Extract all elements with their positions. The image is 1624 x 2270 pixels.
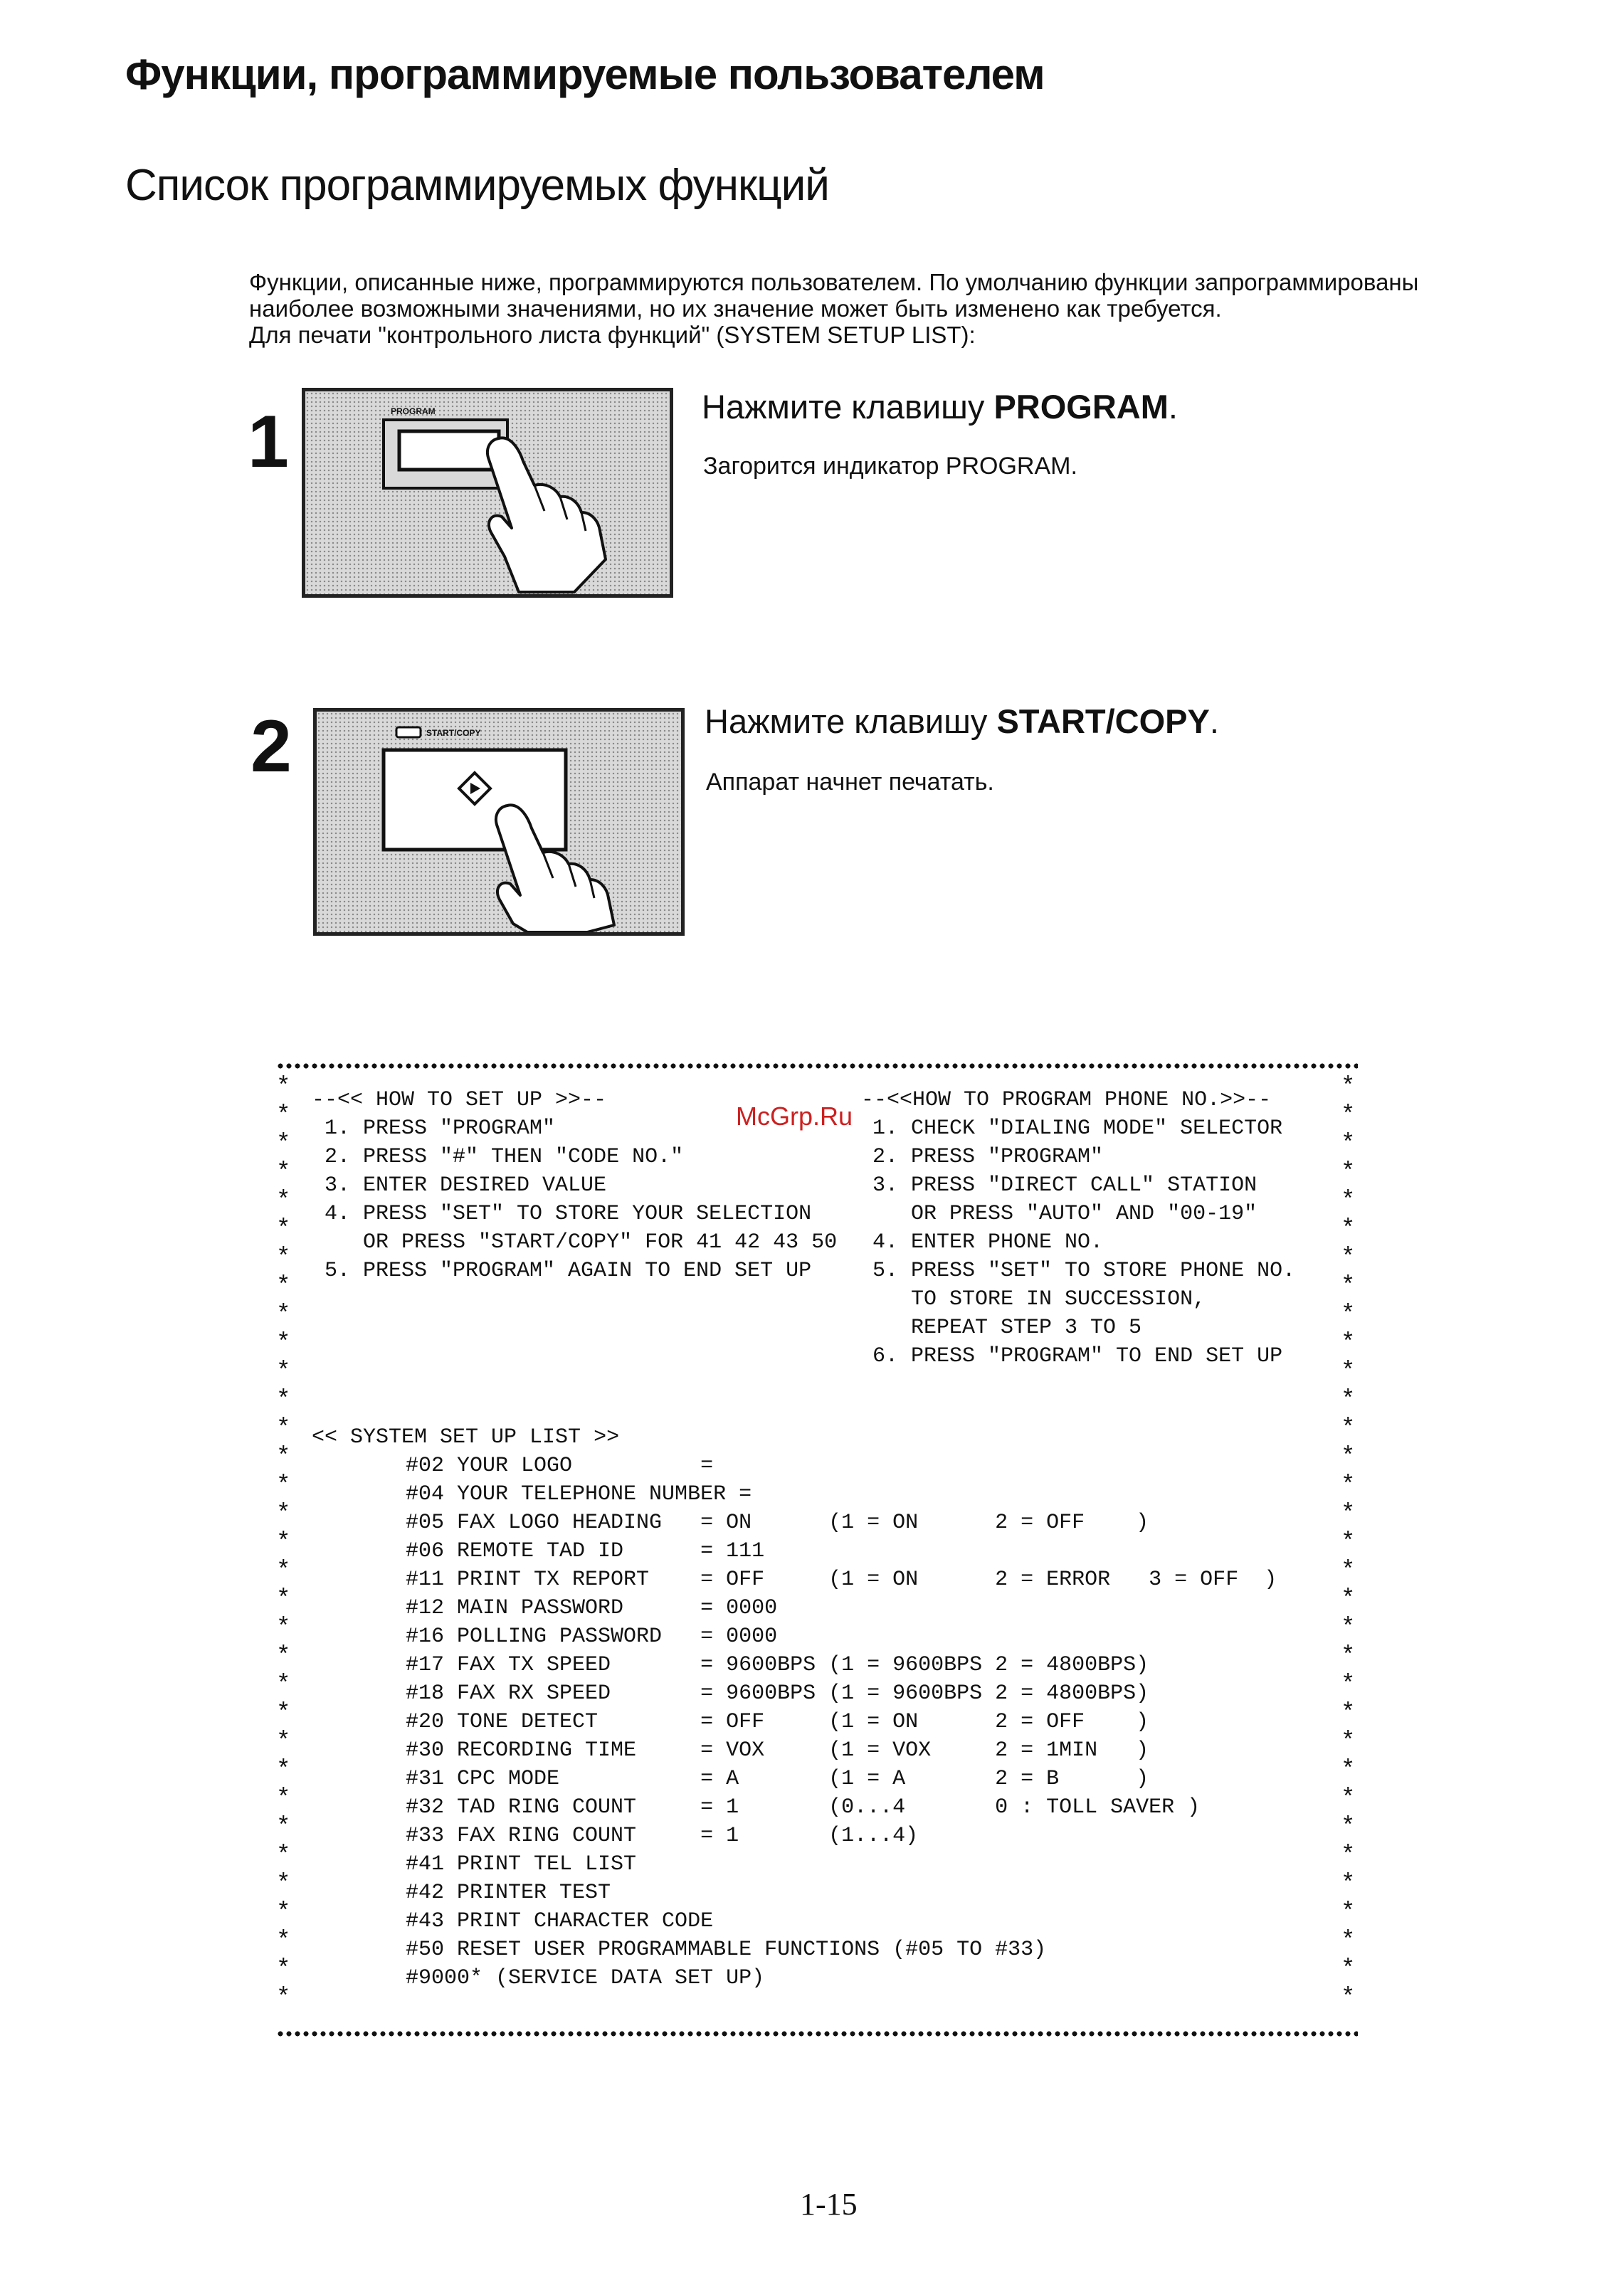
asterisk-border-mark: * xyxy=(1341,1102,1356,1129)
indicator-lamp-icon xyxy=(396,727,421,737)
asterisk-border-mark: * xyxy=(276,1757,291,1784)
asterisk-border-mark: * xyxy=(1341,1358,1356,1385)
setup-list-line: #17 FAX TX SPEED = 9600BPS (1 = 9600BPS 2 = 4800BPS) xyxy=(406,1653,1149,1677)
program-step-line: 5. PRESS "SET" TO STORE PHONE NO. xyxy=(872,1259,1296,1283)
step-1-instruction: Нажмите клавишу PROGRAM. xyxy=(702,388,1178,426)
asterisk-border-mark: * xyxy=(1341,1216,1356,1243)
asterisk-border-mark: * xyxy=(1341,1586,1356,1613)
asterisk-border-mark: * xyxy=(1341,1672,1356,1699)
asterisk-border-mark: * xyxy=(276,1586,291,1613)
step-1-illustration xyxy=(302,388,673,598)
asterisk-border-mark: * xyxy=(1341,1472,1356,1499)
asterisk-border-mark: * xyxy=(276,1302,291,1329)
asterisk-border-mark: * xyxy=(1341,1757,1356,1784)
setup-list-line: #04 YOUR TELEPHONE NUMBER = xyxy=(406,1482,752,1506)
asterisk-border-mark: * xyxy=(276,1415,291,1442)
program-key-name: PROGRAM xyxy=(993,388,1169,426)
asterisk-border-mark: * xyxy=(276,1672,291,1699)
asterisk-border-mark: * xyxy=(276,1330,291,1357)
asterisk-border-mark: * xyxy=(276,1074,291,1101)
setup-list-line: #32 TAD RING COUNT = 1 (0...4 0 : TOLL SAVER ) xyxy=(406,1795,1201,1820)
asterisk-border-mark: * xyxy=(1341,1700,1356,1727)
system-setup-printout xyxy=(276,1059,1358,2076)
program-step-line: TO STORE IN SUCCESSION, xyxy=(872,1287,1206,1311)
asterisk-border-bottom xyxy=(276,2027,1358,2041)
asterisk-border-mark: * xyxy=(1341,1330,1356,1357)
asterisk-border-mark: * xyxy=(276,1956,291,1983)
start-copy-key-illustration xyxy=(317,712,681,932)
asterisk-border-mark: * xyxy=(1341,1728,1356,1756)
setup-step-line: OR PRESS "START/COPY" FOR 41 42 43 50 xyxy=(325,1230,838,1255)
step-2-number: 2 xyxy=(251,705,292,788)
watermark: McGrp.Ru xyxy=(736,1102,853,1131)
program-key xyxy=(399,431,499,470)
asterisk-border-mark: * xyxy=(276,1785,291,1812)
setup-list-line: #30 RECORDING TIME = VOX (1 = VOX 2 = 1MIN ) xyxy=(406,1738,1149,1763)
asterisk-border-mark: * xyxy=(1341,1842,1356,1869)
setup-list-line: #16 POLLING PASSWORD = 0000 xyxy=(406,1625,778,1649)
setup-list-line: #33 FAX RING COUNT = 1 (1...4) xyxy=(406,1824,919,1848)
asterisk-border-mark: * xyxy=(1341,1529,1356,1556)
asterisk-border-mark: * xyxy=(1341,1159,1356,1186)
asterisk-border-mark: * xyxy=(276,1216,291,1243)
program-step-line: OR PRESS "AUTO" AND "00-19" xyxy=(872,1202,1257,1226)
setup-step-line: 4. PRESS "SET" TO STORE YOUR SELECTION xyxy=(325,1202,812,1226)
asterisk-border-top xyxy=(276,1059,1358,1073)
setup-list-line: #9000* (SERVICE DATA SET UP) xyxy=(406,1966,765,1990)
program-step-line: 4. ENTER PHONE NO. xyxy=(872,1230,1104,1255)
asterisk-border-mark: * xyxy=(1341,1273,1356,1300)
setup-list-line: #18 FAX RX SPEED = 9600BPS (1 = 9600BPS 2 = 4800BPS) xyxy=(406,1682,1149,1706)
setup-list-line: #42 PRINTER TEST xyxy=(406,1881,611,1905)
asterisk-border-mark: * xyxy=(1341,1074,1356,1101)
program-key-illustration xyxy=(305,391,670,594)
step-2-illustration xyxy=(313,708,685,936)
asterisk-border-mark: * xyxy=(276,1444,291,1471)
asterisk-border-mark: * xyxy=(276,1643,291,1670)
asterisk-border-mark: * xyxy=(276,1928,291,1955)
intro-line-1: Функции, описанные ниже, программируются пользователем. По умолчанию функции запрограммированы xyxy=(249,269,1419,295)
setup-step-line: 3. ENTER DESIRED VALUE xyxy=(325,1173,607,1198)
setup-list-line: #43 PRINT CHARACTER CODE xyxy=(406,1909,714,1933)
asterisk-border-mark: * xyxy=(1341,1956,1356,1983)
asterisk-border-mark: * xyxy=(276,1842,291,1869)
asterisk-border-mark: * xyxy=(276,1159,291,1186)
setup-list-line: #11 PRINT TX REPORT = OFF (1 = ON 2 = ERROR 3 = OFF ) xyxy=(406,1568,1277,1592)
asterisk-border-mark: * xyxy=(1341,1415,1356,1442)
setup-list-line: #02 YOUR LOGO = xyxy=(406,1454,714,1478)
asterisk-border-mark: * xyxy=(1341,1501,1356,1528)
step-1-number: 1 xyxy=(248,401,289,483)
asterisk-border-mark: * xyxy=(276,1387,291,1414)
intro-line-2: наиболее возможными значениями, но их значение может быть изменено как требуется. xyxy=(249,295,1222,322)
asterisk-border-mark: * xyxy=(1341,1131,1356,1158)
asterisk-border-mark: * xyxy=(1341,1387,1356,1414)
pressing-hand-icon xyxy=(487,438,606,592)
asterisk-border-mark: * xyxy=(1341,1871,1356,1898)
program-key-caption: PROGRAM xyxy=(391,406,436,416)
asterisk-border-mark: * xyxy=(1341,1643,1356,1670)
asterisk-border-mark: * xyxy=(276,1131,291,1158)
asterisk-border-mark: * xyxy=(276,1728,291,1756)
asterisk-border-mark: * xyxy=(276,1814,291,1841)
setup-list-line: #31 CPC MODE = A (1 = A 2 = B ) xyxy=(406,1767,1149,1791)
asterisk-border-mark: * xyxy=(276,1558,291,1585)
asterisk-border-mark: * xyxy=(1341,1302,1356,1329)
program-step-line: 2. PRESS "PROGRAM" xyxy=(872,1145,1104,1169)
asterisk-border-mark: * xyxy=(276,1615,291,1642)
step-2-result: Аппарат начнет печатать. xyxy=(706,769,994,796)
intro-paragraph xyxy=(249,269,1544,348)
section-subtitle: Список программируемых функций xyxy=(125,161,829,210)
asterisk-border-mark: * xyxy=(1341,1558,1356,1585)
asterisk-border-mark: * xyxy=(1341,1615,1356,1642)
asterisk-border-mark: * xyxy=(276,1273,291,1300)
how-to-setup-title: --<< HOW TO SET UP >>-- xyxy=(312,1088,607,1112)
asterisk-border-mark: * xyxy=(1341,1985,1356,2012)
setup-list-line: #06 REMOTE TAD ID = 111 xyxy=(406,1539,765,1563)
asterisk-border-mark: * xyxy=(276,1501,291,1528)
setup-list-line: #05 FAX LOGO HEADING = ON (1 = ON 2 = OFF ) xyxy=(406,1511,1149,1535)
asterisk-border-mark: * xyxy=(1341,1245,1356,1272)
program-step-line: REPEAT STEP 3 TO 5 xyxy=(872,1316,1142,1340)
setup-list-line: #12 MAIN PASSWORD = 0000 xyxy=(406,1596,778,1620)
setup-step-line: 2. PRESS "#" THEN "CODE NO." xyxy=(325,1145,684,1169)
asterisk-border-mark: * xyxy=(276,1358,291,1385)
system-setup-list-title: << SYSTEM SET UP LIST >> xyxy=(312,1425,620,1450)
setup-list-line: #41 PRINT TEL LIST xyxy=(406,1852,637,1876)
step-1-result: Загорится индикатор PROGRAM. xyxy=(703,453,1077,480)
asterisk-border-mark: * xyxy=(276,1102,291,1129)
asterisk-border-mark: * xyxy=(276,1985,291,2012)
intro-line-3: Для печати "контрольного листа функций" (SYSTEM SETUP LIST): xyxy=(249,322,976,348)
page-title: Функции, программируемые пользователем xyxy=(125,51,1045,98)
asterisk-border-mark: * xyxy=(1341,1444,1356,1471)
asterisk-border-mark: * xyxy=(1341,1899,1356,1926)
setup-list-line: #20 TONE DETECT = OFF (1 = ON 2 = OFF ) xyxy=(406,1710,1149,1734)
start-copy-key-caption: START/COPY xyxy=(426,728,481,738)
asterisk-border-mark: * xyxy=(276,1700,291,1727)
asterisk-border-mark: * xyxy=(1341,1928,1356,1955)
asterisk-border-mark: * xyxy=(276,1899,291,1926)
program-step-line: 1. CHECK "DIALING MODE" SELECTOR xyxy=(872,1116,1283,1141)
step-2-instruction: Нажмите клавишу START/COPY. xyxy=(705,702,1219,740)
setup-step-line: 1. PRESS "PROGRAM" xyxy=(325,1116,556,1141)
asterisk-border-mark: * xyxy=(1341,1785,1356,1812)
asterisk-border-mark: * xyxy=(276,1188,291,1215)
setup-step-line: 5. PRESS "PROGRAM" AGAIN TO END SET UP xyxy=(325,1259,812,1283)
asterisk-border-mark: * xyxy=(276,1871,291,1898)
page-number: 1-15 xyxy=(800,2187,858,2222)
asterisk-border-mark: * xyxy=(276,1245,291,1272)
program-step-line: 6. PRESS "PROGRAM" TO END SET UP xyxy=(872,1344,1283,1368)
start-copy-key-name: START/COPY xyxy=(996,702,1210,740)
asterisk-border-mark: * xyxy=(276,1529,291,1556)
asterisk-border-mark: * xyxy=(1341,1188,1356,1215)
how-to-program-title: --<<HOW TO PROGRAM PHONE NO.>>-- xyxy=(861,1088,1272,1112)
setup-list-line: #50 RESET USER PROGRAMMABLE FUNCTIONS (#05 TO #33) xyxy=(406,1938,1047,1962)
asterisk-border-mark: * xyxy=(1341,1814,1356,1841)
asterisk-border-mark: * xyxy=(276,1472,291,1499)
program-step-line: 3. PRESS "DIRECT CALL" STATION xyxy=(872,1173,1257,1198)
